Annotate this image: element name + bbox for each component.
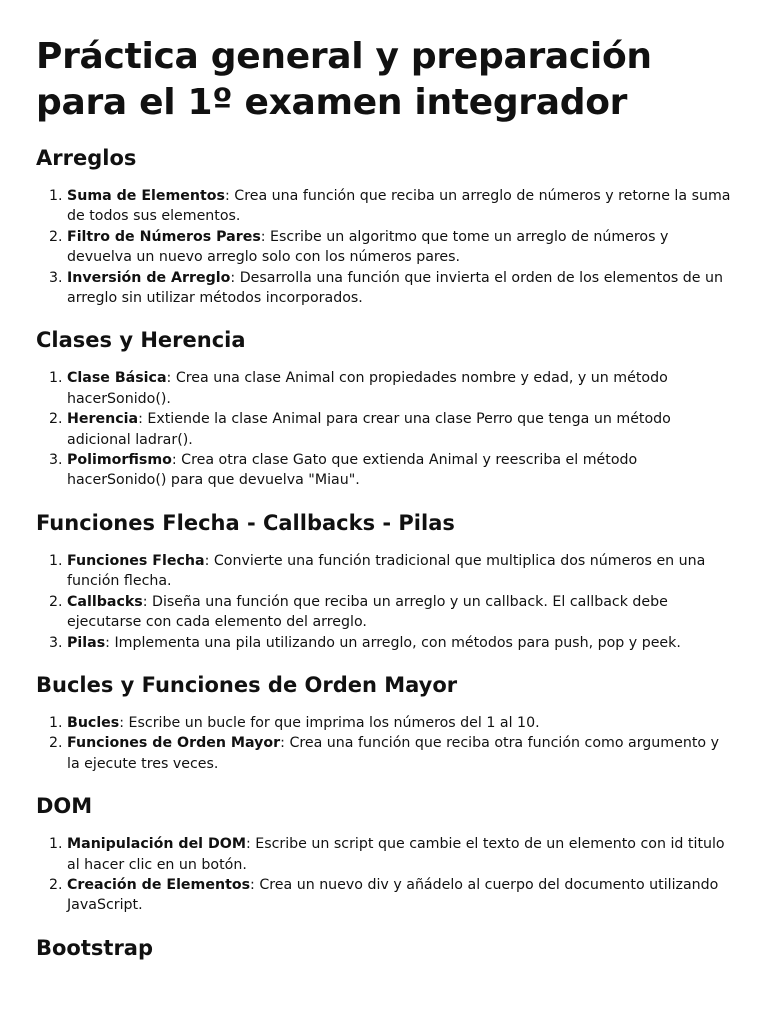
section-heading: Arreglos: [36, 146, 137, 170]
exercise-term: Filtro de Números Pares: [67, 228, 261, 245]
exercise-list: [36, 368, 732, 490]
exercise-description: : Escribe un algoritmo que tome un arreglo de números y devuelva un nuevo arreglo solo con los números pares.: [67, 228, 669, 266]
exercise-description: : Implementa una pila utilizando un arreglo, con métodos para push, pop y peek.: [105, 634, 681, 651]
section-heading: Bootstrap: [36, 935, 153, 960]
exercise-term: Herencia: [67, 411, 139, 428]
exercise-description: : Crea otra clase Gato que extienda Animal y reescriba el método hacerSonido() para que devuelva "Miau".: [67, 452, 638, 489]
exercise-description: : Extiende la clase Animal para crear una clase Perro que tenga un método adicional ladrar().: [67, 411, 671, 448]
section-heading: Funciones Flecha - Callbacks - Pilas: [36, 510, 455, 535]
exercise-description: : Crea una función que reciba un arreglo de números y retorne la suma de todos sus elementos.: [67, 188, 731, 225]
list-item: [67, 713, 732, 733]
page-title: Práctica general y preparación para el 1º examen integrador: [36, 36, 652, 123]
exercise-description: : Crea una función que reciba otra función como argumento y la ejecute tres veces.: [67, 735, 719, 772]
exercise-list: [36, 713, 732, 774]
list-item: [67, 227, 732, 268]
exercise-list: [36, 551, 732, 653]
exercise-term: Inversión de Arreglo: [67, 269, 231, 286]
exercise-description: : Diseña una función que reciba un arreglo y un callback. El callback debe ejecutarse con cada elemento del arreglo.: [67, 593, 668, 631]
list-item: [67, 368, 732, 409]
exercise-term: Pilas: [67, 634, 106, 651]
exercise-description: : Crea un nuevo div y añádelo al cuerpo del documento utilizando JavaScript.: [67, 876, 719, 914]
list-item: [67, 834, 732, 875]
exercise-term: Suma de Elementos: [67, 188, 225, 204]
list-item: [67, 450, 732, 491]
exercise-term: Funciones de Orden Mayor: [67, 735, 281, 752]
exercise-list: [36, 834, 732, 916]
list-item: [67, 592, 732, 633]
exercise-list: [36, 186, 732, 308]
exercise-description: : Convierte una función tradicional que multiplica dos números en una función flecha.: [67, 552, 706, 590]
exercise-term: Clase Básica: [67, 370, 167, 387]
list-item: [67, 875, 732, 916]
exercise-description: : Crea una clase Animal con propiedades nombre y edad, y un método hacerSonido().: [67, 370, 668, 407]
exercise-description: : Desarrolla una función que invierta el orden de los elementos de un arreglo sin utilizar métodos incorporados.: [67, 269, 724, 307]
list-item: [67, 733, 732, 774]
exercise-term: Funciones Flecha: [67, 552, 205, 569]
list-item: [67, 268, 732, 309]
section-heading: DOM: [36, 794, 93, 819]
section-heading: Bucles y Funciones de Orden Mayor: [36, 672, 458, 697]
list-item: [67, 186, 732, 227]
exercise-term: Manipulación del DOM: [67, 836, 246, 853]
list-item: [67, 551, 732, 592]
exercise-term: Polimorfismo: [67, 452, 172, 469]
exercise-term: Callbacks: [67, 593, 143, 610]
list-item: [67, 633, 732, 653]
section-heading: Clases y Herencia: [36, 328, 246, 353]
exercise-description: : Escribe un bucle for que imprima los números del 1 al 10.: [119, 714, 540, 731]
exercise-term: Creación de Elementos: [67, 876, 251, 893]
exercise-term: Bucles: [67, 714, 120, 731]
sections-container: [36, 144, 732, 962]
list-item: [67, 409, 732, 450]
exercise-description: : Escribe un script que cambie el texto de un elemento con id titulo al hacer clic en un botón.: [67, 836, 725, 873]
